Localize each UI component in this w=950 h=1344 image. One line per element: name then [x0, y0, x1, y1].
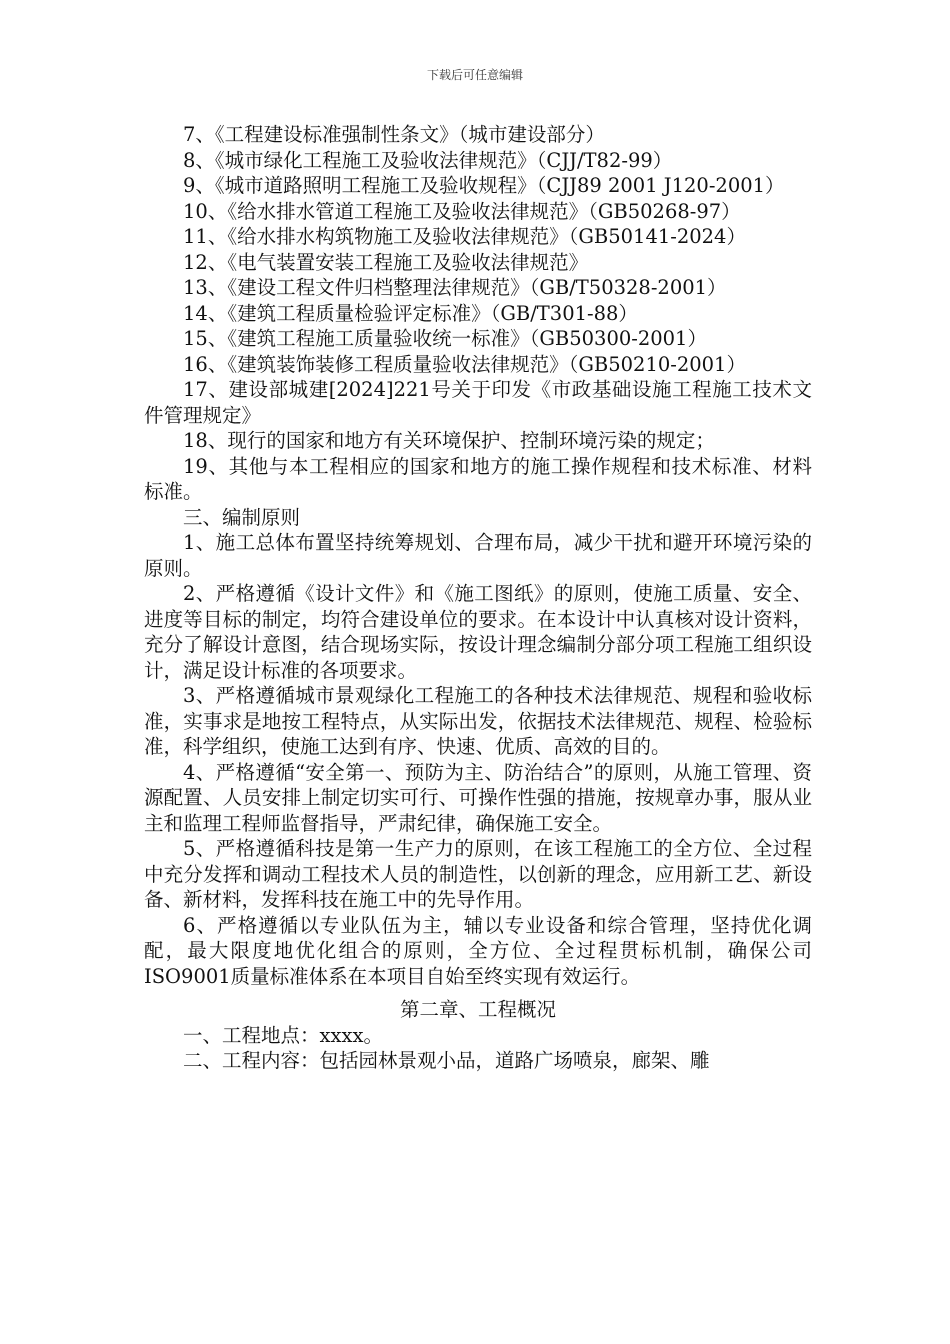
- ref-item-12: 12、《电气装置安装工程施工及验收法律规范》: [183, 250, 589, 274]
- section-heading-principles: 三、编制原则: [183, 505, 301, 529]
- ref-item-18: 18、现行的国家和地方有关环境保护、控制环境污染的规定；: [183, 429, 715, 452]
- ref-item-17: 17、建设部城建[2024]221号关于印发《市政基础设施工程施工技术文件管理规定》: [144, 378, 812, 427]
- ref-item-19: 19、其他与本工程相应的国家和地方的施工操作规程和技术标准、材料标准。: [144, 454, 812, 503]
- project-content: 二、工程内容：包括园林景观小品，道路广场喷泉，廊架、雕: [183, 1049, 710, 1072]
- page-header-note: 下载后可任意编辑: [426, 68, 523, 82]
- ref-item-7: 7、《工程建设标准强制性条文》（城市建设部分）: [183, 123, 605, 146]
- principle-5: 5、严格遵循科技是第一生产力的原则，在该工程施工的全方位、全过程中充分发挥和调动工程技术人员的制造性，以创新的理念，应用新工艺、新设备、新材料，发挥科技在施工中的先导作用。: [144, 837, 812, 911]
- ref-item-14: 14、《建筑工程质量检验评定标准》（GB/T301-88）: [183, 301, 638, 325]
- ref-item-15: 15、《建筑工程施工质量验收统一标准》（GB50300-2001）: [183, 327, 707, 350]
- principle-3: 3、严格遵循城市景观绿化工程施工的各种技术法律规范、规程和验收标准，实事求是地按工程特点，从实际出发，依据技术法律规范、规程、检验标准，科学组织，使施工达到有序、快速、优质、高效的目的。: [144, 684, 812, 758]
- ref-item-16: 16、《建筑装饰装修工程质量验收法律规范》（GB50210-2001）: [183, 352, 746, 376]
- chapter-title: 第二章、工程概况: [399, 998, 556, 1021]
- principle-4: 4、严格遵循“安全第一、预防为主、防治结合”的原则，从施工管理、资源配置、人员安排上制定切实可行、可操作性强的措施，按规章办事，服从业主和监理工程师监督指导，严肃纪律，确保施工安全。: [144, 760, 812, 835]
- project-location: 一、工程地点：xxxx。: [183, 1023, 383, 1047]
- ref-item-8: 8、《城市绿化工程施工及验收法律规范》（CJJ/T82-99）: [183, 148, 673, 172]
- ref-item-10: 10、《给水排水管道工程施工及验收法律规范》（GB50268-97）: [183, 199, 741, 223]
- principle-6: 6、严格遵循以专业队伍为主，辅以专业设备和综合管理，坚持优化调配，最大限度地优化组合的原则，全方位、全过程贯标机制，确保公司ISO9001质量标准体系在本项目自始至终实现有效运行。: [144, 913, 812, 988]
- principle-1: 1、施工总体布置坚持统筹规划、合理布局，减少干扰和避开环境污染的原则。: [144, 531, 812, 580]
- ref-item-9: 9、《城市道路照明工程施工及验收规程》（CJJ89 2001 J120-2001）: [183, 174, 785, 197]
- principle-2: 2、严格遵循《设计文件》和《施工图纸》的原则，使施工质量、安全、进度等目标的制定，均符合建设单位的要求。在本设计中认真核对设计资料，充分了解设计意图，结合现场实际，按设计理念编制分部分项工程施工组织设计，满足设计标准的各项要求。: [144, 582, 812, 682]
- document-body: [144, 122, 812, 1074]
- ref-item-13: 13、《建设工程文件归档整理法律规范》（GB/T50328-2001）: [183, 276, 727, 299]
- ref-item-11: 11、《给水排水构筑物施工及验收法律规范》（GB50141-2024）: [183, 225, 746, 248]
